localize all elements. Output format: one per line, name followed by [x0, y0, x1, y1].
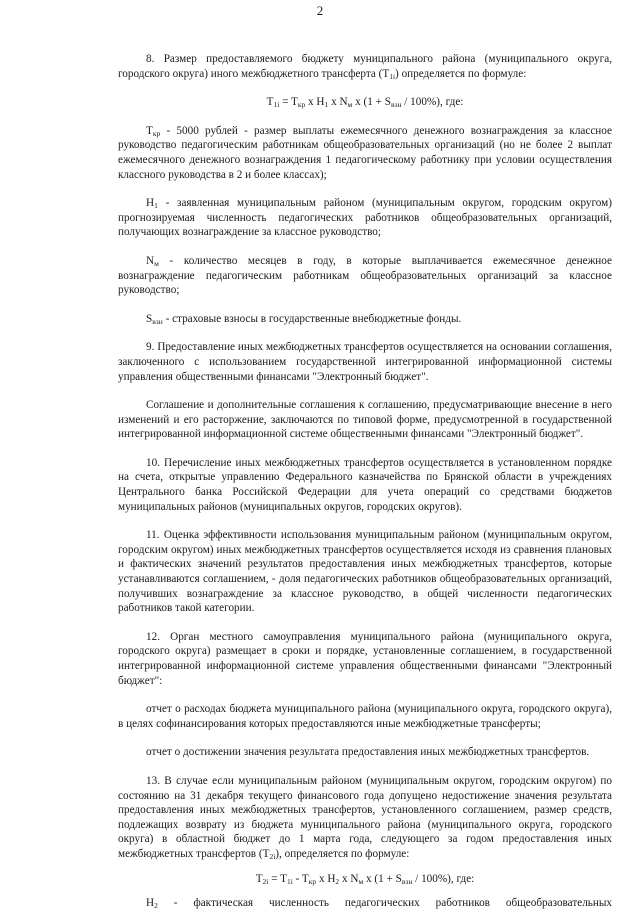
definition-nm: $N_м$ - количество месяцев в году, в которые выплачивается ежемесячное денежное вознаграждение педагогическим работникам общеобразовательных организаций за классное руководство;	[118, 254, 612, 297]
page-number: 2	[316, 3, 324, 18]
paragraph-8: 8. Размер предоставляемого бюджету муниципального района (муниципального округа, городского округа) иного межбюджетного трансферта $(T_{1i})$ определяется по формуле:	[118, 53, 612, 81]
paragraph-12-result-report: отчет о достижении значения результата предоставления иных межбюджетных трансфертов.	[146, 746, 590, 759]
paragraph-13: 13. В случае если муниципальным районом (муниципальным округом, городским округом) по состоянию на 31 декабря текущего финансового года допущено недостижение значения результата предоставления иных межбюджетных трансфертов, установленного соглашением, размер средств, подлежащих возврату из бюджета муниципального района (муниципального округа, городского округа) в областной бюджет до 1 марта года, следующего за годом предоставления иных межбюджетных трансфертов $(T_{2i})$, определяется по формуле:	[118, 774, 612, 861]
document-body	[118, 52, 612, 911]
paragraph-9-agreements: Соглашение и дополнительные соглашения к соглашению, предусматривающие внесение в него изменений и его расторжение, заключаются по типовой форме, предусмотренной в государственной интегрированной информационной системе общественными финансами "Электронный бюджет".	[118, 399, 612, 441]
definition-tkr: $T_{кр} - 5000$ рублей - размер выплаты ежемесячного денежного вознаграждения за классное руководство педагогическим работникам общеобразовательных организаций (но не более 2 выплат ежемесячного денежного вознаграждения 1 педагогическому работнику при условии осуществления классного руководства в 2 и более классах);	[118, 124, 612, 181]
paragraph-10: 10. Перечисление иных межбюджетных трансфертов осуществляется в установленном порядке на счета, открытые управлению Федерального казначейства по Брянской области в учреждениях Центрального банка Российской Федерации для учета операций со средствами бюджетов муниципальных районов (муниципальных округов, городских округов).	[118, 456, 612, 513]
definition-h1: $H_1$ - заявленная муниципальным районом (муниципальным округом, городским округом) прогнозируемая численность педагогических работников общеобразовательных организаций, получающих вознаграждение за классное руководство;	[118, 197, 612, 239]
paragraph-11: 11. Оценка эффективности использования муниципальным районом (муниципальным округом, городским округом) иных межбюджетных трансфертов осуществляется исходя из сравнения плановых и фактических значений результатов предоставления иных межбюджетных трансфертов, которые устанавливаются соглашением, - доля педагогических работников общеобразовательных организаций, получивших вознаграждение за классное руководство, в общей численности педагогических работников такой категории.	[118, 529, 612, 615]
formula-t2i: $T_{2i} = T_{1i} - T_{кр}$ x $H_2$ x $N_м$ x $(1 + S_{взн} / 100\%)$, где:	[255, 872, 475, 886]
definition-svzn: $S_{взн}$ - страховые взносы в государственные внебюджетные фонды.	[146, 312, 462, 326]
definition-h2: $H_2$ - фактическая численность педагогических работников общеобразовательных	[146, 897, 612, 911]
paragraph-12-expense-report: отчет о расходах бюджета муниципального района (муниципального округа, городского округа), в целях софинансирования которых предоставляются иные межбюджетные трансферты;	[118, 703, 612, 730]
formula-t1i: $T_{1i} = T_{кр}$ x $H_1$ x $N_м$ x $(1 + S_{взн} / 100\%)$, где:	[266, 96, 464, 110]
paragraph-9: 9. Предоставление иных межбюджетных трансфертов осуществляется на основании соглашения, заключенного с использованием государственной интегрированной информационной системы управления общественными финансами "Электронный бюджет".	[118, 341, 612, 383]
paragraph-12: 12. Орган местного самоуправления муниципального района (муниципального округа, городского округа) размещает в сроки и порядке, установленные соглашением, в государственной интегрированной информационной системе управления общественными финансами "Электронный бюджет":	[118, 630, 612, 687]
